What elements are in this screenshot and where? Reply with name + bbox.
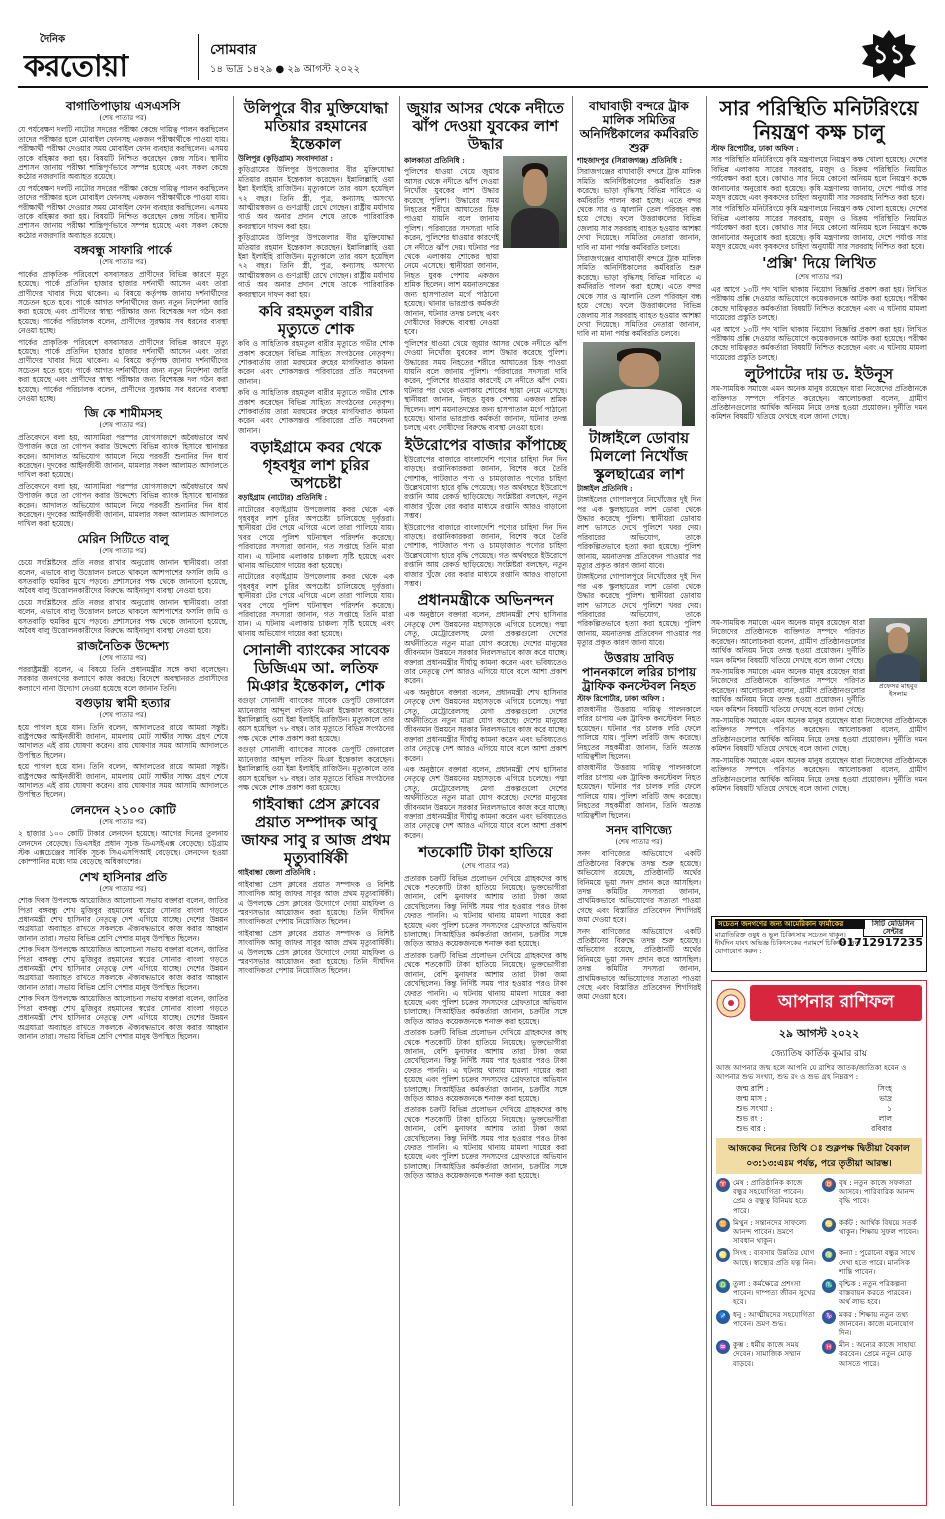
article-body: টাঙ্গাইলের গোপালপুরে নিখোঁজের দুই দিন পর এক স্কুলছাত্রের লাশ ডোবা থেকে উদ্ধার করেছে পুলিশ। স্থানীয়রা ডোবায় লাশ ভাসতে দেখে পুলিশে খবর দেয়। পরিবারের অভিযোগ, তাকে পরিকল্পিতভাবে হত্যা করা হয়েছে। পুলিশ জানায়, ময়নাতদন্ত প্রতিবেদন পাওয়ার পর মৃত্যুর প্রকৃত কারণ জানা যাবে। (577, 572, 701, 648)
headline: বড়াইগ্রামে কবর থেকে গৃহবধূর লাশ চুরির অপচেষ্টা (250, 438, 382, 493)
zodiac-sign-icon: ♑ (822, 1310, 836, 1324)
zodiac-reading: বৃষ : নতুন কাজে সফলতা আসবে। পারিবারিক আনন্দ বৃদ্ধি পাবে। (839, 1178, 915, 1206)
zodiac-item (822, 1178, 922, 1215)
column-rule (399, 96, 400, 1506)
birth-sign-value: লাল (878, 1114, 892, 1123)
article-body: নাটোরের বড়াইগ্রাম উপজেলায় কবর থেকে এক গৃহবধূর লাশ চুরির অপচেষ্টা চালিয়েছে দুর্বৃত্তরা। স্থানীয়রা টের পেয়ে এগিয়ে এলে তারা পালিয়ে যায়। খবর পেয়ে পুলিশ ঘটনাস্থল পরিদর্শন করেছে। পরিবারের সদস্যরা জানান, গত সপ্তাহে তিনি মারা যান। এ ঘটনায় এলাকায় চাঞ্চল্য সৃষ্টি হয়েছে এবং থানায় অভিযোগ দায়ের করা হয়েছে। (238, 572, 394, 638)
article-body: গাইবান্ধা প্রেস ক্লাবের প্রয়াত সম্পাদক ও বিশিষ্ট সাংবাদিক আবু জাফর সাবুর আজ প্রথম মৃত্যুবার্ষিকী। এ উপলক্ষে প্রেস ক্লাবের উদ্যোগে দোয়া মাহফিল ও স্মরণসভার আয়োজন করা হয়েছে। তিনি দীর্ঘদিন সাংবাদিকতা পেশায় নিয়োজিত ছিলেন। (238, 879, 394, 927)
headline: বাগাতিপাড়ায় এসএসসি (65, 99, 181, 113)
headline: উত্তরায় দ্রাবিড় পাননকালে লরির চাপায় ট্রাফিক কনস্টেবল নিহত (581, 650, 697, 693)
article-body: এক অনুষ্ঠানে বক্তারা বলেন, প্রধানমন্ত্রী শেখ হাসিনার নেতৃত্বে দেশ উন্নয়নের মহাসড়কে এগিয়ে চলেছে। পদ্মা সেতু, মেট্রোরেলসহ মেগা প্রকল্পগুলো দেশের অর্থনীতিতে নতুন মাত্রা যোগ করেছে। দেশের মানুষের জীবনমান উন্নয়নে সরকার নিরলসভাবে কাজ করে যাচ্ছে। বক্তারা প্রধানমন্ত্রীর দীর্ঘায়ু কামনা করেন এবং ভবিষ্যতেও তার নেতৃত্বে দেশ আরও এগিয়ে যাবে বলে আশা প্রকাশ করেন। (404, 687, 567, 763)
byline: টাঙ্গাইল প্রতিনিধি : (577, 483, 633, 493)
headline: উলিপুরে বীর মুক্তিযোদ্ধা মতিয়ার রহমানের ইন্তেকাল (243, 99, 389, 153)
zodiac-item (716, 1279, 816, 1307)
continued-label: (শেষ পাতার পর) (99, 711, 147, 720)
article-body: হয়ে পাগল হয়ে যান। তিনি বলেন, আদালতের রায়ে আমরা সন্তুষ্ট। রাষ্ট্রপক্ষের আইনজীবী জানান, মামলায় মোট সাক্ষীর সাক্ষ্য গ্রহণ শেষে আদালত এই রায় ঘোষণা করেন। রায় ঘোষণার সময় আসামি আদালতে উপস্থিত ছিলেন। (18, 722, 228, 760)
article-body: চেয়ে সংশ্লিষ্টদের প্রতি নজর রাখার অনুরোধ জানান স্থানীয়রা। তারা বলেন, এভাবে বালু উত্তোলন চলতে থাকলে আশপাশের ফসলি জমি ও বসতবাড়ি হুমকির মুখে পড়বে। প্রশাসনের পক্ষ থেকে জানানো হয়েছে, অবৈধ বালু উত্তোলনকারীদের বিরুদ্ধে আইনানুগ ব্যবস্থা নেওয়া হবে। (18, 597, 228, 636)
ad-phone: 01712917235 (838, 936, 923, 949)
headline: 'প্রক্সি' দিয়ে লিখিত (761, 254, 877, 273)
headline: গাইবান্ধা প্রেস ক্লাবের প্রয়াত সম্পাদক আবু জাফর সাবু র আজ প্রথম মৃত্যুবার্ষিকী (241, 795, 391, 868)
zodiac-sign-icon: ♌ (716, 1248, 730, 1262)
byline: কালকাতা প্রতিনিধি : (404, 156, 465, 165)
byline: স্টাফ রিপোর্টার, ঢাকা অফিস : (577, 693, 665, 703)
article-body: সম-সাময়িক সমাজে এমন অনেক মানুষ রয়েছেন যারা নিজেদের প্রতিষ্ঠানকে ব্যক্তিগত সম্পদে পরিণত করেছেন। আলোচকরা বলেন, গ্রামীণ প্রতিষ্ঠানগুলোর আর্থিক অনিয়ম নিয়ে তদন্ত হওয়া প্রয়োজন। দুর্নীতি দমন কমিশন বিষয়টি খতিয়ে দেখছে বলে জানা গেছে। (711, 716, 927, 754)
horoscope-box (711, 980, 927, 1506)
article-body: প্রতিবেদনে বলা হয়, আসামিরা পরস্পর যোগসাজশে অবৈধভাবে অর্থ উপার্জন করে তা গোপন করার উদ্দেশ্যে বিভিন্ন ব্যাংক হিসাবে স্থানান্তর করেন। আদালত অভিযোগ আমলে নিয়ে পরবর্তী শুনানির দিন ধার্য করেছেন। দুদকের আইনজীবী জানান, মামলার সকল আলামত আদালতে দাখিল করা হয়েছে। (18, 432, 228, 480)
newspaper-logo (24, 32, 192, 82)
article-body: যে পর্যবেক্ষণ দলটি নাটোর সদরের পরীক্ষা কেন্দ্রে দায়িত্ব পালন করছিলেন তাদের পরীক্ষার হলে মোবাইল ফোনসহ একজন পরীক্ষার্থীকে পাওয়া যায়। পরীক্ষার্থী পরীক্ষা দেওয়ার সময় মোবাইল ফোন ব্যবহার করছিলেন। এসময় তাকে বহিষ্কার করা হয়। বিষয়টি নিশ্চিত করেছেন কেন্দ্র সচিব। স্থানীয় প্রশাসন জানায় পরীক্ষা শান্তিপূর্ণভাবে সম্পন্ন হয়েছে এবং সকল কেন্দ্রে কঠোর নজরদারি অব্যাহত রয়েছে। (18, 125, 228, 182)
headline: মেরিন সিটিতে বালু (77, 531, 169, 546)
article-body: সিরাজগঞ্জের বাঘাবাড়ী বন্দরে ট্রাক মালিক সমিতি অনির্দিষ্টকালের কর্মবিরতি শুরু করেছে। ভাড়া বৃদ্ধিসহ বিভিন্ন দাবিতে এ কর্মবিরতি পালন করা হচ্ছে। এতে বন্দর থেকে সার ও জ্বালানি তেল পরিবহন বন্ধ হয়ে গেছে। ফলে উত্তরাঞ্চলের বিভিন্ন জেলায় সার সরবরাহ ব্যাহত হওয়ার আশঙ্কা দেখা দিয়েছে। সমিতির নেতারা জানান, দাবি না মানা পর্যন্ত কর্মবিরতি চলবে। (577, 167, 701, 252)
continued-label: (শেষ পাতার পর) (99, 258, 147, 267)
birth-sign-key: জন্ম রাশি : (736, 1084, 769, 1093)
column-1 (18, 96, 228, 1506)
article-body: প্রতারক চক্রটি বিভিন্ন প্রলোভন দেখিয়ে গ্রাহকদের কাছ থেকে শতকোটি টাকা হাতিয়ে নিয়েছে। ভুক্তভোগীরা জানান, বেশি মুনাফার আশায় তারা টাকা জমা রেখেছিলেন। কিন্তু নির্দিষ্ট সময় পার হওয়ার পরও টাকা ফেরত পাননি। এ ঘটনায় থানায় মামলা দায়ের করা হয়েছে এবং পুলিশ চক্রের সদস্যদের গ্রেফতারে অভিযান চালাচ্ছে। সিআইডির কর্মকর্তারা জানান, চক্রটির সঙ্গে জড়িত আরও কয়েকজনকে শনাক্ত করা হয়েছে। (404, 1105, 567, 1181)
logo-main-text: করতোয়া (24, 49, 128, 84)
zodiac-item (716, 1340, 816, 1368)
birth-sign-value: সিংহ (877, 1084, 892, 1093)
article-body: সম-সাময়িক সমাজে এমন অনেক মানুষ রয়েছেন যারা নিজেদের প্রতিষ্ঠানকে ব্যক্তিগত সম্পদে পরিণত করেছেন। আলোচকরা বলেন, গ্রামীণ প্রতিষ্ঠানগুলোর আর্থিক অনিয়ম নিয়ে তদন্ত হওয়া প্রয়োজন। দুর্নীতি দমন কমিশন বিষয়টি খতিয়ে দেখছে বলে জানা গেছে। (711, 618, 865, 665)
zodiac-reading: মীন : অন্যের কাজে সাহায্য করবেন। প্রেমে নতুন মোড় আসতে পারে। (839, 1340, 916, 1368)
article-body: পুলিশের ধাওয়া খেয়ে জুয়ার আসর থেকে নদীতে ঝাঁপ দেওয়া নিখোঁজ যুবকের লাশ উদ্ধার করেছে পুলিশ। উদ্ধারের সময় নিহতের শরীরে আঘাতের চিহ্ন পাওয়া যায়নি বলে জানায় পুলিশ। পরিবারের সদস্যরা দাবি করেন, পুলিশের ধাওয়ার কারণেই সে নদীতে ঝাঁপ দেয়। ঘটনার পর থেকে এলাকায় শোকের ছায়া নেমে এসেছে। স্থানীয়রা জানান, নিহত যুবক পেশায় একজন শ্রমিক ছিলেন। লাশ ময়নাতদন্তের জন্য হাসপাতাল মর্গে পাঠানো হয়েছে। থানার ভারপ্রাপ্ত কর্মকর্তা জানান, ঘটনার তদন্ত চলছে এবং দোষীদের বিরুদ্ধে ব্যবস্থা নেওয়া হবে। (404, 338, 567, 433)
birth-sign-key: শুভ সংখ্যা : (736, 1104, 773, 1113)
article-body: সম-সাময়িক সমাজে এমন অনেক মানুষ রয়েছেন যারা নিজেদের প্রতিষ্ঠানকে ব্যক্তিগত সম্পদে পরিণত করেছেন। আলোচকরা বলেন, গ্রামীণ প্রতিষ্ঠানগুলোর আর্থিক অনিয়ম নিয়ে তদন্ত হওয়া প্রয়োজন। দুর্নীতি দমন কমিশন বিষয়টি খতিয়ে দেখছে বলে জানা গেছে। (711, 667, 865, 714)
article-body: সনদ বাণিজ্যের অভিযোগে একটি প্রতিষ্ঠানের বিরুদ্ধে তদন্ত শুরু হয়েছে। অভিযোগ রয়েছে, প্রতিষ্ঠানটি অর্থের বিনিময়ে ভুয়া সনদ প্রদান করে আসছিল। তদন্ত কমিটির সদস্যরা জানান, প্রাথমিকভাবে অভিযোগের সত্যতা পাওয়া গেছে এবং বিস্তারিত প্রতিবেদন শিগগিরই জমা দেওয়া হবে। (577, 926, 701, 1002)
column-rule (572, 96, 573, 1506)
continued-label: (শেষ পাতার পর) (99, 114, 147, 122)
victim-photo (503, 156, 567, 248)
article-body: প্রতারক চক্রটি বিভিন্ন প্রলোভন দেখিয়ে গ্রাহকদের কাছ থেকে শতকোটি টাকা হাতিয়ে নিয়েছে। ভুক্তভোগীরা জানান, বেশি মুনাফার আশায় তারা টাকা জমা রেখেছিলেন। কিন্তু নির্দিষ্ট সময় পার হওয়ার পরও টাকা ফেরত পাননি। এ ঘটনায় থানায় মামলা দায়ের করা হয়েছে এবং পুলিশ চক্রের সদস্যদের গ্রেফতারে অভিযান চালাচ্ছে। সিআইডির কর্মকর্তারা জানান, চক্রটির সঙ্গে জড়িত আরও কয়েকজনকে শনাক্ত করা হয়েছে। (404, 873, 567, 949)
headline: বঙ্গবন্ধু সাফারি পার্কে (74, 243, 172, 258)
continued-label: (শেষ পাতার পর) (99, 421, 147, 430)
birth-sign-list (716, 1084, 922, 1134)
masthead (18, 30, 928, 88)
headline: লুটপাটের দায় ড. ইউনূস (744, 365, 894, 384)
article-body: কবি ও সাহিত্যিক রহমতুল বারীর মৃত্যুতে গভীর শোক প্রকাশ করেছেন বিভিন্ন সাহিত্য সংগঠনের নেতৃবৃন্দ। শোকবার্তায় তারা মরহুমের রুহের মাগফিরাত কামনা করেন এবং শোকসন্তপ্ত পরিবারের প্রতি সমবেদনা জানান। (238, 339, 394, 386)
horoscope-title: আপনার রাশিফল (750, 985, 922, 1021)
headline: শেখ হাসিনার প্রতি (79, 869, 167, 884)
birth-sign-value: রবিবার (871, 1124, 892, 1133)
zodiac-grid (716, 1178, 922, 1368)
birth-sign-key: জন্ম মাস : (736, 1094, 767, 1103)
article-body: ইউরোপের বাজারে বাংলাদেশি পণ্যের চাহিদা দিন দিন বাড়ছে। রপ্তানিকারকরা জানান, বিশেষ করে তৈরি পোশাক, পাটজাত পণ্য ও চামড়াজাত পণ্যের চাহিদা উল্লেখযোগ্য হারে বৃদ্ধি পেয়েছে। গত অর্থবছরে ইউরোপে রপ্তানি আয় রেকর্ড ছাড়িয়েছে। সংশ্লিষ্টরা বলছেন, নতুন বাজার খুঁজে বের করার মাধ্যমে রপ্তানি আরও বাড়ানো সম্ভব। (404, 522, 567, 589)
article-body: কুড়িগ্রামের উলিপুর উপজেলার বীর মুক্তিযোদ্ধা মতিয়ার রহমান ইন্তেকাল করেছেন। ইন্নালিল্লাহি ওয়া ইন্না ইলাইহি রাজিউন। মৃত্যুকালে তার বয়স হয়েছিল ৭২ বছর। তিনি স্ত্রী, পুত্র, কন্যাসহ অসংখ্য আত্মীয়স্বজন ও গুণগ্রাহী রেখে গেছেন। রাষ্ট্রীয় মর্যাদায় গার্ড অব অনার প্রদান শেষে তাকে পারিবারিক কবরস্থানে দাফন করা হয়। (238, 165, 394, 231)
headline: কবি রহমতুল বারীর মৃত্যুতে শোক (259, 302, 373, 339)
birth-sign-row (716, 1094, 922, 1104)
zodiac-sign-icon: ♉ (822, 1178, 836, 1192)
student-photo (583, 342, 695, 426)
zodiac-item (822, 1279, 922, 1307)
zodiac-reading: কুম্ভ : ধর্মীয় কাজে সময় দেবেন। সামাজিক সম্মান বাড়বে। (733, 1340, 801, 1368)
article-body: বগুড়া সোনালী ব্যাংকের সাবেক ডেপুটি জেনারেল ম্যানেজার আব্দুল লতিফ মিঞা ইন্তেকাল করেছেন। ইন্নালিল্লাহি ওয়া ইন্না ইলাইহি রাজিউন। মৃত্যুকালে তার বয়স হয়েছিল ৭৮ বছর। তার মৃত্যুতে বিভিন্ন সংগঠনের পক্ষ থেকে শোক প্রকাশ করা হয়েছে। (238, 745, 394, 792)
birth-sign-value: ভাদ্র (879, 1094, 892, 1103)
article-body: এর আগে ১৩টি পদ খালি থাকায় নিয়োগ বিজ্ঞপ্তি প্রকাশ করা হয়। লিখিত পরীক্ষায় প্রক্সি দেওয়ার অভিযোগে কয়েকজনকে আটক করা হয়েছে। পরীক্ষা কেন্দ্রে দায়িত্বরত কর্মকর্তারা বিষয়টি নিশ্চিত করেছেন এবং এ ঘটনায় মামলা দায়েরের প্রস্তুতি চলছে। (711, 324, 927, 362)
headline: বগুড়ায় স্বামী হত্যার (75, 696, 171, 711)
birth-sign-key: শুভ রং : (736, 1114, 763, 1123)
column-3 (404, 96, 567, 1506)
continued-label: (শেষ পাতার পর) (99, 546, 147, 555)
birth-sign-row (716, 1114, 922, 1124)
headline: শতকোটি টাকা হাতিয়ে (418, 843, 553, 862)
zodiac-wheel-icon (716, 988, 746, 1018)
page-number: ১১ (872, 40, 906, 70)
horoscope-intro: আজ আপনার জন্ম হলে আপনি যে রাশির জাতক/জাতিকা হবেন ও আপনার শুভ সংখ্যা, শুভ রং ও শুভ গ্রহ নিম্নরূপ : (716, 1063, 907, 1081)
ad-title: সিটি মেডিসিন সেন্টার (863, 919, 923, 937)
birth-sign-key: শুভ বার : (736, 1124, 766, 1133)
zodiac-reading: মেষ : প্রাতিষ্ঠানিক কাজে বন্ধুর সহযোগিতা পাবেন। প্রেম ও বন্ধুত্ব বিনিময় হতে পারে। (733, 1178, 808, 1215)
article-body: শোক দিবস উপলক্ষে আয়োজিত আলোচনা সভায় বক্তারা বলেন, জাতির পিতা বঙ্গবন্ধু শেখ মুজিবুর রহমানের স্বপ্নের সোনার বাংলা গড়তে প্রধানমন্ত্রী শেখ হাসিনার নেতৃত্বে দেশ এগিয়ে যাচ্ছে। দেশের উন্নয়ন অগ্রযাত্রা অব্যাহত রাখতে সকলকে ঐক্যবদ্ধভাবে কাজ করার আহ্বান জানান তারা। সভায় বিভিন্ন শ্রেণি পেশার মানুষ উপস্থিত ছিলেন। (18, 994, 228, 1041)
article-body: সম-সাময়িক সমাজে এমন অনেক মানুষ রয়েছেন যারা নিজেদের প্রতিষ্ঠানকে ব্যক্তিগত সম্পদে পরিণত করেছেন। আলোচকরা বলেন, গ্রামীণ প্রতিষ্ঠানগুলোর আর্থিক অনিয়ম নিয়ে তদন্ত হওয়া প্রয়োজন। দুর্নীতি দমন কমিশন বিষয়টি খতিয়ে দেখছে বলে জানা গেছে। (711, 755, 927, 793)
weekday: সোমবার (210, 42, 257, 58)
headline: টাঙ্গাইলে ডোবায় মিললো নিখোঁজ স্কুলছাত্রের লাশ (588, 428, 690, 483)
zodiac-sign-icon: ♎ (716, 1279, 730, 1293)
article-body: সম-সাময়িক সমাজে এমন অনেক মানুষ রয়েছেন যারা নিজেদের প্রতিষ্ঠানকে ব্যক্তিগত সম্পদে পরিণত করেছেন। আলোচকরা বলেন, গ্রামীণ প্রতিষ্ঠানগুলোর আর্থিক অনিয়ম নিয়ে তদন্ত হওয়া প্রয়োজন। দুর্নীতি দমন কমিশন বিষয়টি খতিয়ে দেখছে বলে জানা গেছে। (711, 384, 927, 422)
zodiac-sign-icon: ♏ (822, 1279, 836, 1293)
zodiac-reading: বৃশ্চিক : নতুন পরিকল্পনা বাস্তবায়ন করতে পারবেন। অর্থ লাভ হবে। (839, 1279, 912, 1307)
headline: সনদ বাণিজ্যে (606, 822, 672, 837)
article-body: এক অনুষ্ঠানে বক্তারা বলেন, প্রধানমন্ত্রী শেখ হাসিনার নেতৃত্বে দেশ উন্নয়নের মহাসড়কে এগিয়ে চলেছে। পদ্মা সেতু, মেট্রোরেলসহ মেগা প্রকল্পগুলো দেশের অর্থনীতিতে নতুন মাত্রা যোগ করেছে। দেশের মানুষের জীবনমান উন্নয়নে সরকার নিরলসভাবে কাজ করে যাচ্ছে। বক্তারা প্রধানমন্ত্রীর দীর্ঘায়ু কামনা করেন এবং ভবিষ্যতেও তার নেতৃত্বে দেশ আরও এগিয়ে যাবে বলে আশা প্রকাশ করেন। (404, 764, 567, 840)
zodiac-reading: কন্যা : পুরোনো বন্ধুর সাথে দেখা হতে পারে। মানসিক শান্তি পাবেন। (839, 1248, 916, 1276)
zodiac-reading: কর্কট : আর্থিক বিষয়ে সতর্ক থাকুন। শিক্ষায় সুফল পাবেন। (839, 1217, 919, 1237)
headline: রাজনৈতিক উদ্দেশ্য (77, 638, 169, 653)
birth-sign-value: ১ (887, 1104, 892, 1113)
article-body: সিরাজগঞ্জের বাঘাবাড়ী বন্দরে ট্রাক মালিক সমিতি অনির্দিষ্টকালের কর্মবিরতি শুরু করেছে। ভাড়া বৃদ্ধিসহ বিভিন্ন দাবিতে এ কর্মবিরতি পালন করা হচ্ছে। এতে বন্দর থেকে সার ও জ্বালানি তেল পরিবহন বন্ধ হয়ে গেছে। ফলে উত্তরাঞ্চলের বিভিন্ন জেলায় সার সরবরাহ ব্যাহত হওয়ার আশঙ্কা দেখা দিয়েছে। সমিতির নেতারা জানান, দাবি না মানা পর্যন্ত কর্মবিরতি চলবে। (577, 254, 701, 339)
continued-label: (শেষ পাতার পর) (99, 817, 147, 826)
tithi-bar: আজকের দিনের তিথি ঃ শুক্লপক্ষ দ্বিতীয়া বৈকাল ০৩:১৩:এঃম পর্যন্ত, পরে তৃতীয়া আরম্ভ। (716, 1138, 922, 1174)
zodiac-item (716, 1248, 816, 1276)
zodiac-sign-icon: ♒ (716, 1340, 730, 1354)
continued-label: (শেষ পাতার পর) (99, 653, 147, 662)
zodiac-sign-icon: ♈ (716, 1178, 730, 1192)
zodiac-item (822, 1248, 922, 1276)
zodiac-item (822, 1340, 922, 1368)
zodiac-item (716, 1218, 816, 1246)
column-5 (711, 96, 927, 616)
logo-top-text: দৈনিক (40, 34, 66, 45)
continued-label: (শেষ পাতার পর) (461, 862, 510, 871)
birth-sign-row (716, 1084, 922, 1094)
horoscope-date: ২৯ আগস্ট ২০২২ (778, 1027, 860, 1040)
byline: শাহজাদপুর (সিরাজগঞ্জ) প্রতিনিধি : (577, 156, 683, 165)
ad-body: মাত্রাতিরিক্ত ওষুধ ও ভুল চিকিৎসায় সচেতন থাকুন। দীর্ঘদিন যাবৎ অভিজ্ঞ চিকিৎসকের পরামর্শে চিকিৎসা নিন। যোগাযোগ করুন : (715, 931, 861, 955)
lead-headline: জুয়ার আসর থেকে নদীতে ঝাঁপ দেওয়া যুবকের লাশ উদ্ধার (407, 99, 564, 153)
column-4 (577, 96, 701, 1506)
article-body: টাঙ্গাইলের গোপালপুরে নিখোঁজের দুই দিন পর এক স্কুলছাত্রের লাশ ডোবা থেকে উদ্ধার করেছে পুলিশ। স্থানীয়রা ডোবায় লাশ ভাসতে দেখে পুলিশে খবর দেয়। পরিবারের অভিযোগ, তাকে পরিকল্পিতভাবে হত্যা করা হয়েছে। পুলিশ জানায়, ময়নাতদন্ত প্রতিবেদন পাওয়ার পর মৃত্যুর প্রকৃত কারণ জানা যাবে। (577, 495, 701, 570)
headline: প্রধানমন্ত্রীকে অভিনন্দন (417, 591, 554, 610)
zodiac-item (822, 1218, 922, 1246)
article-body: সনদ বাণিজ্যের অভিযোগে একটি প্রতিষ্ঠানের বিরুদ্ধে তদন্ত শুরু হয়েছে। অভিযোগ রয়েছে, প্রতিষ্ঠানটি অর্থের বিনিময়ে ভুয়া সনদ প্রদান করে আসছিল। তদন্ত কমিটির সদস্যরা জানান, প্রাথমিকভাবে অভিযোগের সত্যতা পাওয়া গেছে এবং বিস্তারিত প্রতিবেদন শিগগিরই জমা দেওয়া হবে। (577, 849, 701, 925)
column-rule (706, 96, 707, 1506)
byline: গাইবান্ধা জেলা প্রতিনিধি : (238, 868, 316, 878)
headline: সোনালী ব্যাংকের সাবেক ডিজিএম আ. লতিফ মিঞার ইন্তেকাল, শোক (242, 641, 390, 696)
ad-heading: সচেতন জনগণের জন্য আমেরিকান ফার্মাকের (715, 919, 865, 929)
article-body: চেয়ে সংশ্লিষ্টদের প্রতি নজর রাখার অনুরোধ জানান স্থানীয়রা। তারা বলেন, এভাবে বালু উত্তোলন চলতে থাকলে আশপাশের ফসলি জমি ও বসতবাড়ি হুমকির মুখে পড়বে। প্রশাসনের পক্ষ থেকে জানানো হয়েছে, অবৈধ বালু উত্তোলনকারীদের বিরুদ্ধে আইনানুগ ব্যবস্থা নেওয়া হবে। (18, 558, 228, 596)
byline: স্টাফ রিপোর্টার, ঢাকা অফিস : (711, 144, 799, 153)
zodiac-sign-icon: ♍ (822, 1248, 836, 1262)
continued-label: (শেষ পাতার পর) (795, 273, 843, 282)
article-body: এর আগে ১৩টি পদ খালি থাকায় নিয়োগ বিজ্ঞপ্তি প্রকাশ করা হয়। লিখিত পরীক্ষায় প্রক্সি দেওয়ার অভিযোগে কয়েকজনকে আটক করা হয়েছে। পরীক্ষা কেন্দ্রে দায়িত্বরত কর্মকর্তারা বিষয়টি নিশ্চিত করেছেন এবং এ ঘটনায় মামলা দায়েরের প্রস্তুতি চলছে। (711, 284, 927, 323)
zodiac-sign-icon: ♐ (716, 1310, 730, 1324)
headline: জি কে শামীমসহ (84, 406, 162, 421)
article-body: কবি ও সাহিত্যিক রহমতুল বারীর মৃত্যুতে গভীর শোক প্রকাশ করেছেন বিভিন্ন সাহিত্য সংগঠনের নেতৃবৃন্দ। শোকবার্তায় তারা মরহুমের রুহের মাগফিরাত কামনা করেন এবং শোকসন্তপ্ত পরিবারের প্রতি সমবেদনা জানান। (238, 388, 394, 435)
article-body: প্রতিবেদনে বলা হয়, আসামিরা পরস্পর যোগসাজশে অবৈধভাবে অর্থ উপার্জন করে তা গোপন করার উদ্দেশ্যে বিভিন্ন ব্যাংক হিসাবে স্থানান্তর করেন। আদালত অভিযোগ আমলে নিয়ে পরবর্তী শুনানির দিন ধার্য করেছেন। দুদকের আইনজীবী জানান, মামলার সকল আলামত আদালতে দাখিল করা হয়েছে। (18, 481, 228, 529)
zodiac-reading: মকর : শিক্ষায় নতুন তথ্য জানবেন। কাজে মনোযোগ দিন। (839, 1309, 914, 1338)
photo-caption: প্রফেসর মাহবুব ইসলাম (878, 682, 918, 698)
zodiac-reading: সিংহ : ব্যবসায় উন্নতির যোগ আছে। স্বাস্থ্যের প্রতি যত্ন নিন। (733, 1248, 816, 1267)
article-body: শোক দিবস উপলক্ষে আয়োজিত আলোচনা সভায় বক্তারা বলেন, জাতির পিতা বঙ্গবন্ধু শেখ মুজিবুর রহমানের স্বপ্নের সোনার বাংলা গড়তে প্রধানমন্ত্রী শেখ হাসিনার নেতৃত্বে দেশ এগিয়ে যাচ্ছে। দেশের উন্নয়ন অগ্রযাত্রা অব্যাহত রাখতে সকলকে ঐক্যবদ্ধভাবে কাজ করার আহ্বান জানান তারা। সভায় বিভিন্ন শ্রেণি পেশার মানুষ উপস্থিত ছিলেন। (18, 896, 228, 943)
article-body: বগুড়া সোনালী ব্যাংকের সাবেক ডেপুটি জেনারেল ম্যানেজার আব্দুল লতিফ মিঞা ইন্তেকাল করেছেন। ইন্নালিল্লাহি ওয়া ইন্না ইলাইহি রাজিউন। মৃত্যুকালে তার বয়স হয়েছিল ৭৮ বছর। তার মৃত্যুতে বিভিন্ন সংগঠনের পক্ষ থেকে শোক প্রকাশ করা হয়েছে। (238, 696, 394, 743)
article-body: সার পরিস্থিতি মনিটরিংয়ে কৃষি মন্ত্রণালয়ে নিয়ন্ত্রণ কক্ষ খোলা হয়েছে। দেশের বিভিন্ন এলাকায় সারের সরবরাহ, মজুদ ও বিক্রয় পরিস্থিতি নিয়মিত পর্যবেক্ষণ করা হবে। কোথাও সার নিয়ে কোনো অনিয়ম হলে নিয়ন্ত্রণ কক্ষে জানানোর অনুরোধ করা হয়েছে। কৃষি মন্ত্রণালয় জানায়, দেশে পর্যাপ্ত সার মজুদ রয়েছে এবং কৃষকদের চাহিদা অনুযায়ী সার সরবরাহ নিশ্চিত করা হবে। (711, 155, 927, 203)
horoscope-author: জ্যোতিষ কার্তিক কুমার রায় (770, 1049, 868, 1059)
article-body: হয়ে পাগল হয়ে যান। তিনি বলেন, আদালতের রায়ে আমরা সন্তুষ্ট। রাষ্ট্রপক্ষের আইনজীবী জানান, মামলায় মোট সাক্ষীর সাক্ষ্য গ্রহণ শেষে আদালত এই রায় ঘোষণা করেন। রায় ঘোষণার সময় আসামি আদালতে উপস্থিত ছিলেন। (18, 762, 228, 800)
professor-photo (869, 618, 927, 682)
advertisement (711, 916, 927, 972)
article-body: নাটোরের বড়াইগ্রাম উপজেলায় কবর থেকে এক গৃহবধূর লাশ চুরির অপচেষ্টা চালিয়েছে দুর্বৃত্তরা। স্থানীয়রা টের পেয়ে এগিয়ে এলে তারা পালিয়ে যায়। খবর পেয়ে পুলিশ ঘটনাস্থল পরিদর্শন করেছে। পরিবারের সদস্যরা জানান, গত সপ্তাহে তিনি মারা যান। এ ঘটনায় এলাকায় চাঞ্চল্য সৃষ্টি হয়েছে এবং থানায় অভিযোগ দায়ের করা হয়েছে। (238, 504, 394, 570)
article-body: কুড়িগ্রামের উলিপুর উপজেলার বীর মুক্তিযোদ্ধা মতিয়ার রহমান ইন্তেকাল করেছেন। ইন্নালিল্লাহি ওয়া ইন্না ইলাইহি রাজিউন। মৃত্যুকালে তার বয়স হয়েছিল ৭২ বছর। তিনি স্ত্রী, পুত্র, কন্যাসহ অসংখ্য আত্মীয়স্বজন ও গুণগ্রাহী রেখে গেছেন। রাষ্ট্রীয় মর্যাদায় গার্ড অব অনার প্রদান শেষে তাকে পারিবারিক কবরস্থানে দাফন করা হয়। (238, 233, 394, 299)
article-body: প্রতারক চক্রটি বিভিন্ন প্রলোভন দেখিয়ে গ্রাহকদের কাছ থেকে শতকোটি টাকা হাতিয়ে নিয়েছে। ভুক্তভোগীরা জানান, বেশি মুনাফার আশায় তারা টাকা জমা রেখেছিলেন। কিন্তু নির্দিষ্ট সময় পার হওয়ার পরও টাকা ফেরত পাননি। এ ঘটনায় থানায় মামলা দায়ের করা হয়েছে এবং পুলিশ চক্রের সদস্যদের গ্রেফতারে অভিযান চালাচ্ছে। সিআইডির কর্মকর্তারা জানান, চক্রটির সঙ্গে জড়িত আরও কয়েকজনকে শনাক্ত করা হয়েছে। (404, 950, 567, 1026)
article-body: শোক দিবস উপলক্ষে আয়োজিত আলোচনা সভায় বক্তারা বলেন, জাতির পিতা বঙ্গবন্ধু শেখ মুজিবুর রহমানের স্বপ্নের সোনার বাংলা গড়তে প্রধানমন্ত্রী শেখ হাসিনার নেতৃত্বে দেশ এগিয়ে যাচ্ছে। দেশের উন্নয়ন অগ্রযাত্রা অব্যাহত রাখতে সকলকে ঐক্যবদ্ধভাবে কাজ করার আহ্বান জানান তারা। সভায় বিভিন্ন শ্রেণি পেশার মানুষ উপস্থিত ছিলেন। (18, 945, 228, 992)
article-body: যে পর্যবেক্ষণ দলটি নাটোর সদরের পরীক্ষা কেন্দ্রে দায়িত্ব পালন করছিলেন তাদের পরীক্ষার হলে মোবাইল ফোনসহ একজন পরীক্ষার্থীকে পাওয়া যায়। পরীক্ষার্থী পরীক্ষা দেওয়ার সময় মোবাইল ফোন ব্যবহার করছিলেন। এসময় তাকে বহিষ্কার করা হয়। বিষয়টি নিশ্চিত করেছেন কেন্দ্র সচিব। স্থানীয় প্রশাসন জানায় পরীক্ষা শান্তিপূর্ণভাবে সম্পন্ন হয়েছে এবং সকল কেন্দ্রে কঠোর নজরদারি অব্যাহত রয়েছে। (18, 183, 228, 240)
logo-divider (198, 34, 199, 80)
zodiac-sign-icon: ♓ (822, 1340, 836, 1354)
lead-headline: সার পরিস্থিতি মনিটরিংয়ে নিয়ন্ত্রণ কক্ষ চালু (719, 96, 919, 144)
birth-sign-row (716, 1104, 922, 1114)
article-body: রাজধানীর উত্তরায় দায়িত্ব পালনকালে লরির চাপায় এক ট্রাফিক কনস্টেবল নিহত হয়েছেন। ঘটনার পর চালক লরি ফেলে পালিয়ে যায়। পুলিশ লরিটি জব্দ করেছে। নিহতের সহকর্মীরা জানান, তিনি অত্যন্ত দায়িত্বশীল ছিলেন। (577, 705, 701, 762)
headline: বাঘাবাড়ী বন্দরে ট্রাক মালিক সমিতির অনির্দিষ্টকালের কর্মবিরতি শুরু (579, 99, 699, 155)
article-body: পার্কের প্রাকৃতিক পরিবেশে বসবাসরত প্রাণীদের বিভিন্ন কারণে মৃত্যু হয়েছে। পার্কে প্রতিদিন হাজার হাজার দর্শনার্থী আসেন এবং তারা প্রাণীদের খাবার দিয়ে থাকেন। এ বিষয়ে কর্তৃপক্ষ জানায় দর্শনার্থীদের সচেতন হতে হবে। পার্কে আগত দর্শনার্থীদের জন্য নতুন নির্দেশনা জারি করা হয়েছে এবং প্রাণীদের স্বাস্থ্য পরীক্ষার জন্য বিশেষজ্ঞ দল গঠন করা হয়েছে। পার্কের পরিচালক বলেন, প্রাণীদের সুরক্ষায় সব ধরনের ব্যবস্থা নেওয়া হচ্ছে। (18, 269, 228, 336)
zodiac-reading: মিথুন : সন্তানদের সাফল্যে আনন্দ পাবেন। ভ্রমণে সাবধান থাকুন। (733, 1217, 807, 1246)
continued-label: (শেষ পাতার পর) (99, 884, 147, 893)
birth-sign-row (716, 1124, 922, 1134)
zodiac-sign-icon: ♋ (822, 1218, 836, 1232)
zodiac-item (716, 1178, 816, 1215)
article-body: গাইবান্ধা প্রেস ক্লাবের প্রয়াত সম্পাদক ও বিশিষ্ট সাংবাদিক আবু জাফর সাবুর আজ প্রথম মৃত্যুবার্ষিকী। এ উপলক্ষে প্রেস ক্লাবের উদ্যোগে দোয়া মাহফিল ও স্মরণসভার আয়োজন করা হয়েছে। তিনি দীর্ঘদিন সাংবাদিকতা পেশায় নিয়োজিত ছিলেন। (238, 928, 394, 976)
zodiac-reading: ধনু : আত্মীয়দের সহযোগিতা পাবেন। ভ্রমণ শুভ। (733, 1309, 815, 1328)
article-body: প্রতারক চক্রটি বিভিন্ন প্রলোভন দেখিয়ে গ্রাহকদের কাছ থেকে শতকোটি টাকা হাতিয়ে নিয়েছে। ভুক্তভোগীরা জানান, বেশি মুনাফার আশায় তারা টাকা জমা রেখেছিলেন। কিন্তু নির্দিষ্ট সময় পার হওয়ার পরও টাকা ফেরত পাননি। এ ঘটনায় থানায় মামলা দায়ের করা হয়েছে এবং পুলিশ চক্রের সদস্যদের গ্রেফতারে অভিযান চালাচ্ছে। সিআইডির কর্মকর্তারা জানান, চক্রটির সঙ্গে জড়িত আরও কয়েকজনকে শনাক্ত করা হয়েছে। (404, 1028, 567, 1103)
column-5-lower (711, 618, 927, 910)
headline: ইউরোপের বাজার কাঁপাচ্ছে (404, 435, 567, 454)
article-body: পার্কের প্রাকৃতিক পরিবেশে বসবাসরত প্রাণীদের বিভিন্ন কারণে মৃত্যু হয়েছে। পার্কে প্রতিদিন হাজার হাজার দর্শনার্থী আসেন এবং তারা প্রাণীদের খাবার দিয়ে থাকেন। এ বিষয়ে কর্তৃপক্ষ জানায় দর্শনার্থীদের সচেতন হতে হবে। পার্কে আগত দর্শনার্থীদের জন্য নতুন নির্দেশনা জারি করা হয়েছে এবং প্রাণীদের স্বাস্থ্য পরীক্ষার জন্য বিশেষজ্ঞ দল গঠন করা হয়েছে। পার্কের পরিচালক বলেন, প্রাণীদের সুরক্ষায় সব ধরনের ব্যবস্থা নেওয়া হচ্ছে। (18, 337, 228, 403)
byline: বড়াইগ্রাম (নাটোর) প্রতিনিধি : (238, 493, 328, 503)
article-body: ইউরোপের বাজারে বাংলাদেশি পণ্যের চাহিদা দিন দিন বাড়ছে। রপ্তানিকারকরা জানান, বিশেষ করে তৈরি পোশাক, পাটজাত পণ্য ও চামড়াজাত পণ্যের চাহিদা উল্লেখযোগ্য হারে বৃদ্ধি পেয়েছে। গত অর্থবছরে ইউরোপে রপ্তানি আয় রেকর্ড ছাড়িয়েছে। সংশ্লিষ্টরা বলছেন, নতুন বাজার খুঁজে বের করার মাধ্যমে রপ্তানি আরও বাড়ানো সম্ভব। (404, 454, 567, 521)
zodiac-item (822, 1310, 922, 1338)
zodiac-item (716, 1310, 816, 1338)
zodiac-reading: তুলা : কর্মক্ষেত্রে প্রশংসা পাবেন। দাম্পত্য জীবন সুখের হবে। (733, 1279, 816, 1307)
article-body: ২ হাজার ১০০ কোটি টাকার লেনদেন হয়েছে। আগের দিনের তুলনায় লেনদেন বেড়েছে। ডিএসইর প্রধান সূচক ডিএসইএক্স বেড়েছে। চট্টগ্রাম স্টক এক্সচেঞ্জের সার্বিক সূচক সিএএসপিআই বেড়েছে। লেনদেন হওয়া কোম্পানির মধ্যে দাম বেড়েছে অধিকাংশের। (18, 829, 228, 867)
continued-label: (শেষ পাতার পর) (615, 837, 663, 846)
column-2 (238, 96, 394, 1506)
column-rule (233, 96, 234, 1506)
article-body: পুলিশের ধাওয়া খেয়ে জুয়ার আসর থেকে নদীতে ঝাঁপ দেওয়া নিখোঁজ যুবকের লাশ উদ্ধার করেছে পুলিশ। উদ্ধারের সময় নিহতের শরীরে আঘাতের চিহ্ন পাওয়া যায়নি বলে জানায় পুলিশ। পরিবারের সদস্যরা দাবি করেন, পুলিশের ধাওয়ার কারণেই সে নদীতে ঝাঁপ দেয়। ঘটনার পর থেকে এলাকায় শোকের ছায়া নেমে এসেছে। স্থানীয়রা জানান, নিহত যুবক পেশায় একজন শ্রমিক ছিলেন। লাশ ময়নাতদন্তের জন্য হাসপাতাল মর্গে পাঠানো হয়েছে। থানার ভারপ্রাপ্ত কর্মকর্তা জানান, ঘটনার তদন্ত চলছে এবং দোষীদের বিরুদ্ধে ব্যবস্থা নেওয়া হবে। (404, 167, 499, 337)
byline: উলিপুর (কুড়িগ্রাম) সংবাদদাতা : (238, 154, 333, 163)
article-body: সার পরিস্থিতি মনিটরিংয়ে কৃষি মন্ত্রণালয়ে নিয়ন্ত্রণ কক্ষ খোলা হয়েছে। দেশের বিভিন্ন এলাকায় সারের সরবরাহ, মজুদ ও বিক্রয় পরিস্থিতি নিয়মিত পর্যবেক্ষণ করা হবে। কোথাও সার নিয়ে কোনো অনিয়ম হলে নিয়ন্ত্রণ কক্ষে জানানোর অনুরোধ করা হয়েছে। কৃষি মন্ত্রণালয় জানায়, দেশে পর্যাপ্ত সার মজুদ রয়েছে এবং কৃষকদের চাহিদা অনুযায়ী সার সরবরাহ নিশ্চিত করা হবে। (711, 204, 927, 252)
headline: লেনদেন ২১০০ কোটি (70, 802, 176, 817)
dateline: ১৪ ভাদ্র ১৪২৯ ● ২৯ আগস্ট ২০২২ (210, 64, 361, 75)
article-body: এক অনুষ্ঠানে বক্তারা বলেন, প্রধানমন্ত্রী শেখ হাসিনার নেতৃত্বে দেশ উন্নয়নের মহাসড়কে এগিয়ে চলেছে। পদ্মা সেতু, মেট্রোরেলসহ মেগা প্রকল্পগুলো দেশের অর্থনীতিতে নতুন মাত্রা যোগ করেছে। দেশের মানুষের জীবনমান উন্নয়নে সরকার নিরলসভাবে কাজ করে যাচ্ছে। বক্তারা প্রধানমন্ত্রীর দীর্ঘায়ু কামনা করেন এবং ভবিষ্যতেও তার নেতৃত্বে দেশ আরও এগিয়ে যাবে বলে আশা প্রকাশ করেন। (404, 610, 567, 686)
article-body: রাজধানীর উত্তরায় দায়িত্ব পালনকালে লরির চাপায় এক ট্রাফিক কনস্টেবল নিহত হয়েছেন। ঘটনার পর চালক লরি ফেলে পালিয়ে যায়। পুলিশ লরিটি জব্দ করেছে। নিহতের সহকর্মীরা জানান, তিনি অত্যন্ত দায়িত্বশীল ছিলেন। (577, 763, 701, 820)
page-number-badge (860, 30, 918, 82)
zodiac-sign-icon: ♊ (716, 1218, 730, 1232)
article-body: পররাষ্ট্রমন্ত্রী বলেন, এ বিষয়ে তিনি প্রধানমন্ত্রীর সঙ্গে কথা বলেছেন। সরকার জনগণের কল্যাণে কাজ করছে। বিদেশে অবস্থানরত প্রবাসীদের কল্যাণে নানা উদ্যোগ নেওয়া হয়েছে বলে জানান তিনি। (18, 664, 228, 693)
